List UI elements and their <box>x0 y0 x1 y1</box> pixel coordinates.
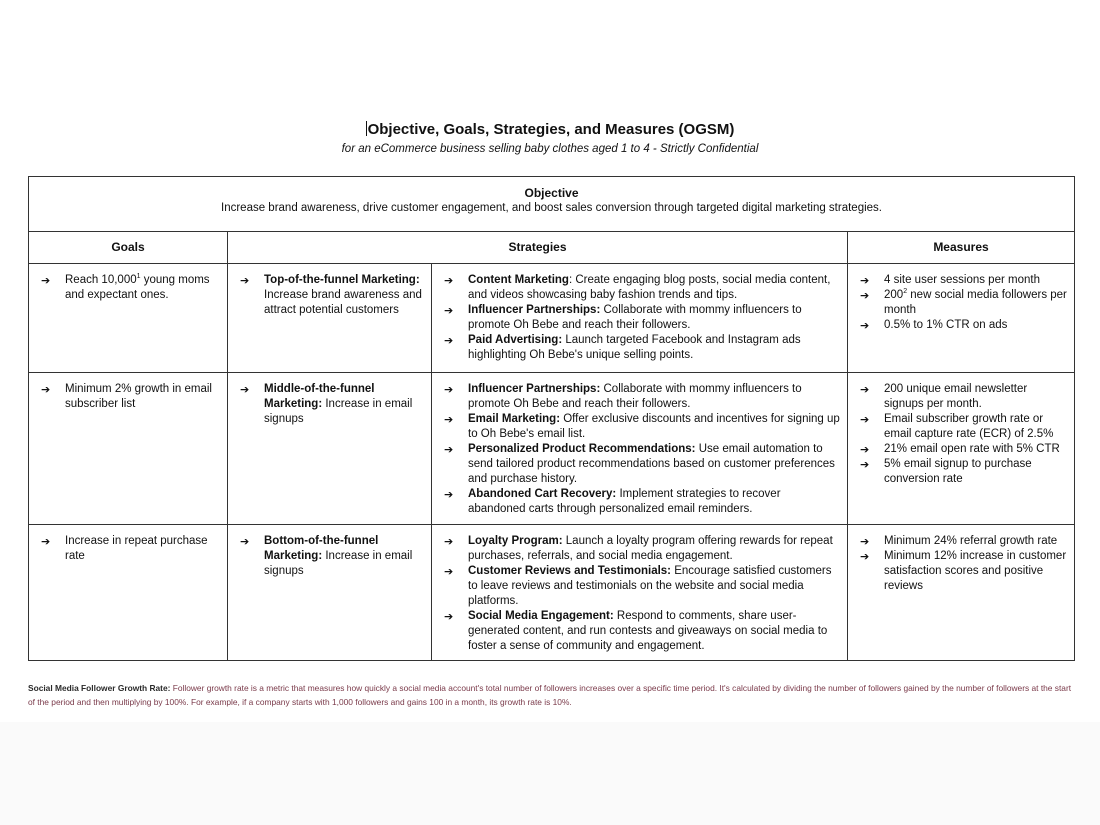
tactic-lead: Social Media Engagement: <box>468 610 614 622</box>
measures-cell <box>848 264 1075 373</box>
measure-item <box>860 534 1068 549</box>
item-text: Minimum 12% increase in customer satisfaction scores and positive reviews <box>884 550 1067 592</box>
arrow-icon: ➔ <box>240 274 250 287</box>
arrow-icon: ➔ <box>860 443 870 456</box>
tactics-list <box>432 373 847 523</box>
tactic-lead: Influencer Partnerships: <box>468 383 601 395</box>
measure-item <box>860 273 1068 288</box>
tactic-text: Collaborate with mommy influencers to promote Oh Bebe and reach their followers. <box>468 304 802 331</box>
arrow-icon: ➔ <box>444 334 454 347</box>
strategy-cell <box>228 264 432 373</box>
tactic-item <box>444 534 841 564</box>
tactic-item <box>444 382 841 412</box>
item-text: Minimum 2% growth in email subscriber list <box>65 383 212 410</box>
measures-list <box>848 373 1074 493</box>
strategy-item <box>240 534 425 579</box>
footnote-lead: Social Media Follower Growth Rate: <box>28 683 171 693</box>
tactics-list <box>432 525 847 660</box>
strategy-list <box>228 264 431 324</box>
arrow-icon: ➔ <box>860 458 870 471</box>
tactic-item <box>444 442 841 487</box>
goal-cell <box>29 525 228 661</box>
strategy-list <box>228 525 431 585</box>
ogsm-rows <box>29 264 1075 661</box>
arrow-icon: ➔ <box>41 535 51 548</box>
item-text: 200 unique email newsletter signups per month. <box>884 383 1028 410</box>
strategy-cell <box>228 525 432 661</box>
strategy-lead: Bottom-of-the-funnel Marketing: <box>264 535 379 562</box>
arrow-icon: ➔ <box>444 383 454 396</box>
objective-row <box>29 177 1075 232</box>
item-text-continued: young moms and expectant ones. <box>65 274 210 301</box>
strategy-cell <box>228 373 432 525</box>
strategy-lead: Top-of-the-funnel Marketing: <box>264 274 420 286</box>
arrow-icon: ➔ <box>240 535 250 548</box>
tactic-lead: Abandoned Cart Recovery: <box>468 488 617 500</box>
tactic-item <box>444 609 841 654</box>
objective-heading: Objective <box>524 186 579 200</box>
tactics-cell <box>432 525 848 661</box>
arrow-icon: ➔ <box>860 413 870 426</box>
header-row <box>29 232 1075 264</box>
tactic-text: Respond to comments, share user-generated content, and run contests and giveaways on social media to foster a sense of community and engagement. <box>468 610 828 652</box>
item-text: 200 <box>884 289 904 301</box>
background-strip <box>0 722 1100 825</box>
arrow-icon: ➔ <box>41 274 51 287</box>
arrow-icon: ➔ <box>41 383 51 396</box>
tactic-lead: Content Marketing <box>468 274 569 286</box>
measures-cell <box>848 525 1075 661</box>
objective-text: Increase brand awareness, drive customer engagement, and boost sales conversion through targeted digital marketing strategies. <box>221 202 882 214</box>
arrow-icon: ➔ <box>860 274 870 287</box>
measure-item <box>860 442 1068 457</box>
strategy-item <box>240 273 425 318</box>
tactic-item <box>444 273 841 303</box>
goal-item <box>41 534 221 564</box>
header-measures: Measures <box>848 232 1075 264</box>
measures-list <box>848 264 1074 339</box>
footnote-marker: 2 <box>903 288 908 296</box>
tactic-lead: Personalized Product Recommendations: <box>468 443 696 455</box>
arrow-icon: ➔ <box>444 443 454 456</box>
tactics-cell <box>432 264 848 373</box>
tactics-cell <box>432 373 848 525</box>
arrow-icon: ➔ <box>240 383 250 396</box>
arrow-icon: ➔ <box>860 319 870 332</box>
measure-item <box>860 382 1068 412</box>
item-text: 5% email signup to purchase conversion rate <box>884 458 1032 485</box>
footnote-text: Follower growth rate is a metric that measures how quickly a social media account's total number of followers increases over a specific time period. It's calculated by dividing the number of followers gained by the number of followers at the start of the period and then multiplying by 100%. For example, if a company starts with 1,000 followers and gains 100 in a month, its growth rate is 10%. <box>28 683 1072 707</box>
arrow-icon: ➔ <box>444 610 454 623</box>
strategy-text: Increase in email signups <box>264 398 413 425</box>
goal-list <box>29 525 227 570</box>
arrow-icon: ➔ <box>444 535 454 548</box>
tactic-text: Implement strategies to recover abandoned carts through personalized email reminders. <box>468 488 781 515</box>
goal-cell <box>29 264 228 373</box>
tactic-item <box>444 487 841 517</box>
measure-item <box>860 288 1068 318</box>
header-strategies: Strategies <box>228 232 848 264</box>
tactic-item <box>444 333 841 363</box>
item-text-continued: new social media followers per month <box>884 289 1067 316</box>
tactic-text: Use email automation to send tailored product recommendations based on customer preferences and purchase history. <box>468 443 835 485</box>
tactic-text: Launch targeted Facebook and Instagram ads highlighting Oh Bebe's unique selling points. <box>468 334 801 361</box>
arrow-icon: ➔ <box>860 289 870 302</box>
ogsm-row <box>29 373 1075 525</box>
goal-list <box>29 264 227 309</box>
goal-list <box>29 373 227 418</box>
measure-item <box>860 412 1068 442</box>
title-text: Objective, Goals, Strategies, and Measures (OGSM) <box>367 121 735 138</box>
arrow-icon: ➔ <box>444 274 454 287</box>
tactic-lead: Paid Advertising: <box>468 334 563 346</box>
tactic-text: : Create engaging blog posts, social media content, and videos showcasing baby fashion trends and tips. <box>468 274 831 301</box>
arrow-icon: ➔ <box>444 565 454 578</box>
measure-item <box>860 457 1068 487</box>
tactic-lead: Customer Reviews and Testimonials: <box>468 565 672 577</box>
arrow-icon: ➔ <box>444 304 454 317</box>
item-text: 4 site user sessions per month <box>884 274 1040 286</box>
item-text: 21% email open rate with 5% CTR <box>884 443 1060 455</box>
tactic-lead: Loyalty Program: <box>468 535 563 547</box>
measures-cell <box>848 373 1075 525</box>
strategy-text: Increase in email signups <box>264 550 413 577</box>
measure-item <box>860 318 1068 333</box>
text-cursor <box>366 121 367 136</box>
item-text: Increase in repeat purchase rate <box>65 535 208 562</box>
objective-cell <box>29 177 1075 232</box>
page-subtitle: for an eCommerce business selling baby clothes aged 1 to 4 - Strictly Confidential <box>341 143 759 155</box>
ogsm-row <box>29 264 1075 373</box>
footnote <box>28 681 1078 709</box>
item-text: Minimum 24% referral growth rate <box>884 535 1058 547</box>
arrow-icon: ➔ <box>444 413 454 426</box>
strategy-text: Increase brand awareness and attract potential customers <box>264 289 422 316</box>
goal-item <box>41 273 221 303</box>
ogsm-table <box>28 176 1075 661</box>
goal-item <box>41 382 221 412</box>
page-title <box>0 121 1100 138</box>
tactic-lead: Email Marketing: <box>468 413 561 425</box>
arrow-icon: ➔ <box>860 383 870 396</box>
tactic-item <box>444 564 841 609</box>
tactic-item <box>444 412 841 442</box>
footnote-marker: 1 <box>136 273 141 281</box>
tactic-item <box>444 303 841 333</box>
item-text: 0.5% to 1% CTR on ads <box>884 319 1008 331</box>
item-text: Email subscriber growth rate or email capture rate (ECR) of 2.5% <box>884 413 1054 440</box>
tactic-lead: Influencer Partnerships: <box>468 304 601 316</box>
tactics-list <box>432 264 847 369</box>
arrow-icon: ➔ <box>860 550 870 563</box>
strategy-lead: Middle-of-the-funnel Marketing: <box>264 383 375 410</box>
goal-cell <box>29 373 228 525</box>
header-goals: Goals <box>29 232 228 264</box>
tactic-text: Offer exclusive discounts and incentives for signing up to Oh Bebe's email list. <box>468 413 840 440</box>
strategy-list <box>228 373 431 433</box>
strategy-item <box>240 382 425 427</box>
arrow-icon: ➔ <box>860 535 870 548</box>
ogsm-row <box>29 525 1075 661</box>
measure-item <box>860 549 1068 594</box>
item-text: Reach 10,000 <box>65 274 137 286</box>
tactic-text: Launch a loyalty program offering rewards for repeat purchases, referrals, and social media engagement. <box>468 535 833 562</box>
tactic-text: Collaborate with mommy influencers to promote Oh Bebe and reach their followers. <box>468 383 802 410</box>
measures-list <box>848 525 1074 600</box>
tactic-text: Encourage satisfied customers to leave reviews and testimonials on the website and social media platforms. <box>468 565 832 607</box>
arrow-icon: ➔ <box>444 488 454 501</box>
